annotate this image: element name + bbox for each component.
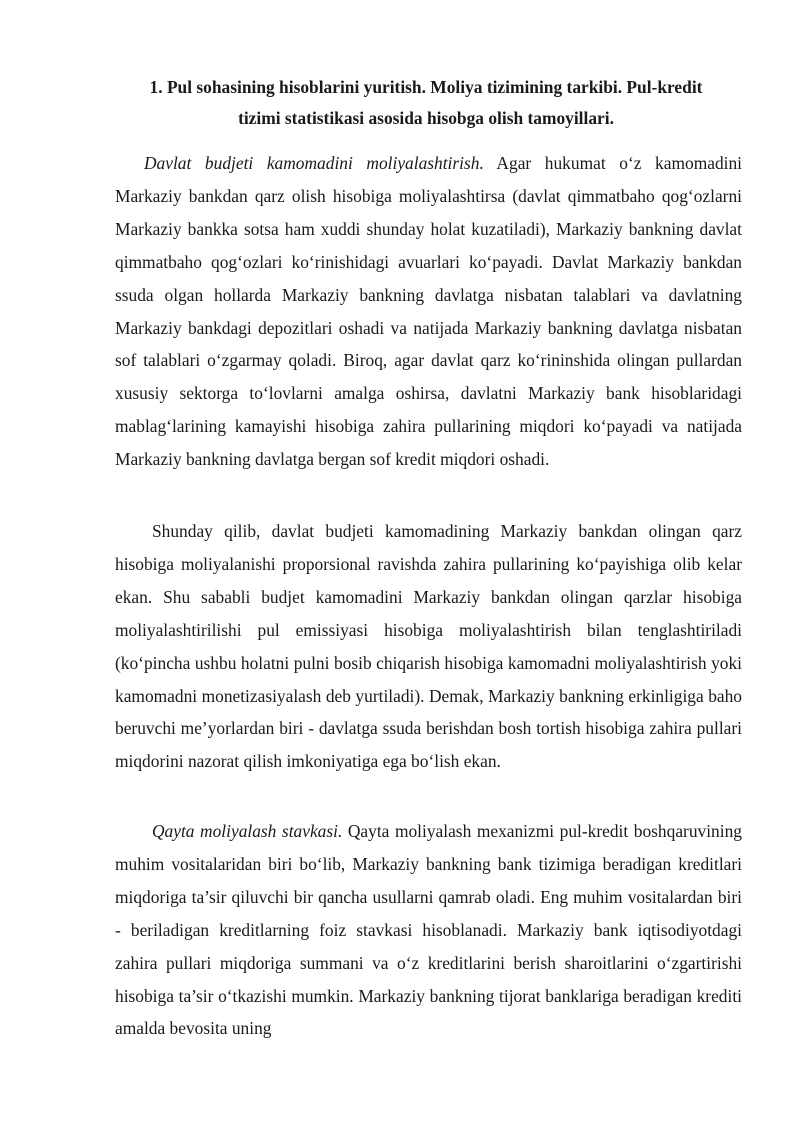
- paragraph-lead-italic: Qayta moliyalash stavkasi.: [152, 821, 343, 841]
- heading-line-1: 1. Pul sohasining hisoblarini yuritish. Moliya tizimining tarkibi. Pul-kredit: [149, 77, 703, 97]
- paragraph-lead-italic: Davlat budjeti kamomadini moliyalashtirish.: [144, 153, 484, 173]
- paragraph-body: Qayta moliyalash mexanizmi pul-kredit boshqaruvining muhim vositalaridan biri bo‘lib, Markaziy bankning bank tizimiga beradigan kreditlari miqdoriga ta’sir qiluvchi bir qancha usullarni qamrab oladi. Eng muhim vositalardan biri - beriladigan kreditlarning foiz stavkasi hisoblanadi. Markaziy bank iqtisodiyotdagi zahira pullari miqdoriga summani va o‘z kreditlarini berish sharoitlarini o‘zgartirishi hisobiga ta’sir o‘tkazishi mumkin. Markaziy bankning tijorat banklariga beradigan krediti amalda bevosita uning: [115, 821, 742, 1039]
- heading-line-2: tizimi statistikasi asosida hisobga olish tamoyillari.: [238, 108, 614, 128]
- paragraph-refinancing-rate: [115, 815, 742, 1045]
- paragraph-budget-deficit: [115, 147, 742, 476]
- paragraph-body: Agar hukumat o‘z kamomadini Markaziy bankdan qarz olish hisobiga moliyalashtirsa (davlat qimmatbaho qog‘ozlarni Markaziy bankka sotsa ham xuddi shunday holat kuzatiladi), Markaziy bankning davlat qimmatbaho qog‘ozlari ko‘rinishidagi avuarlari ko‘payadi. Davlat Markaziy bankdan ssuda olgan hollarda Markaziy bankning davlatga nisbatan talablari va davlatning Markaziy bankdagi depozitlari oshadi va natijada Markaziy bankning davlatga nisbatan sof talablari o‘zgarmay qoladi. Biroq, agar davlat qarz ko‘rininshida olingan pullardan xususiy sektorga to‘lovlarni amalga oshirsa, davlatni Markaziy bank hisoblaridagi mablag‘larining kamayishi hisobiga zahira pullarining miqdori ko‘payadi va natijada Markaziy bankning davlatga bergan sof kredit miqdori oshadi.: [115, 153, 742, 470]
- paragraph-conclusion: [115, 515, 742, 778]
- paragraph-body: Shunday qilib, davlat budjeti kamomadining Markaziy bankdan olingan qarz hisobiga moliyalanishi proporsional ravishda zahira pullarining ko‘payishiga olib kelar ekan. Shu sababli budjet kamomadini Markaziy bankdan olingan qarzlar hisobiga moliyalashtirilishi pul emissiyasi hisobiga moliyalashtirish bilan tenglashtiriladi (ko‘pincha ushbu holatni pulni bosib chiqarish hisobiga kamomadni moliyalashtirish yoki kamomadni monetizasiyalash deb yurtiladi). Demak, Markaziy bankning erkinligiga baho beruvchi me’yorlardan biri - davlatga ssuda berishdan bosh tortish hisobiga zahira pullari miqdorini nazorat qilish imkoniyatiga ega bo‘lish ekan.: [115, 521, 742, 772]
- section-heading: [110, 72, 742, 134]
